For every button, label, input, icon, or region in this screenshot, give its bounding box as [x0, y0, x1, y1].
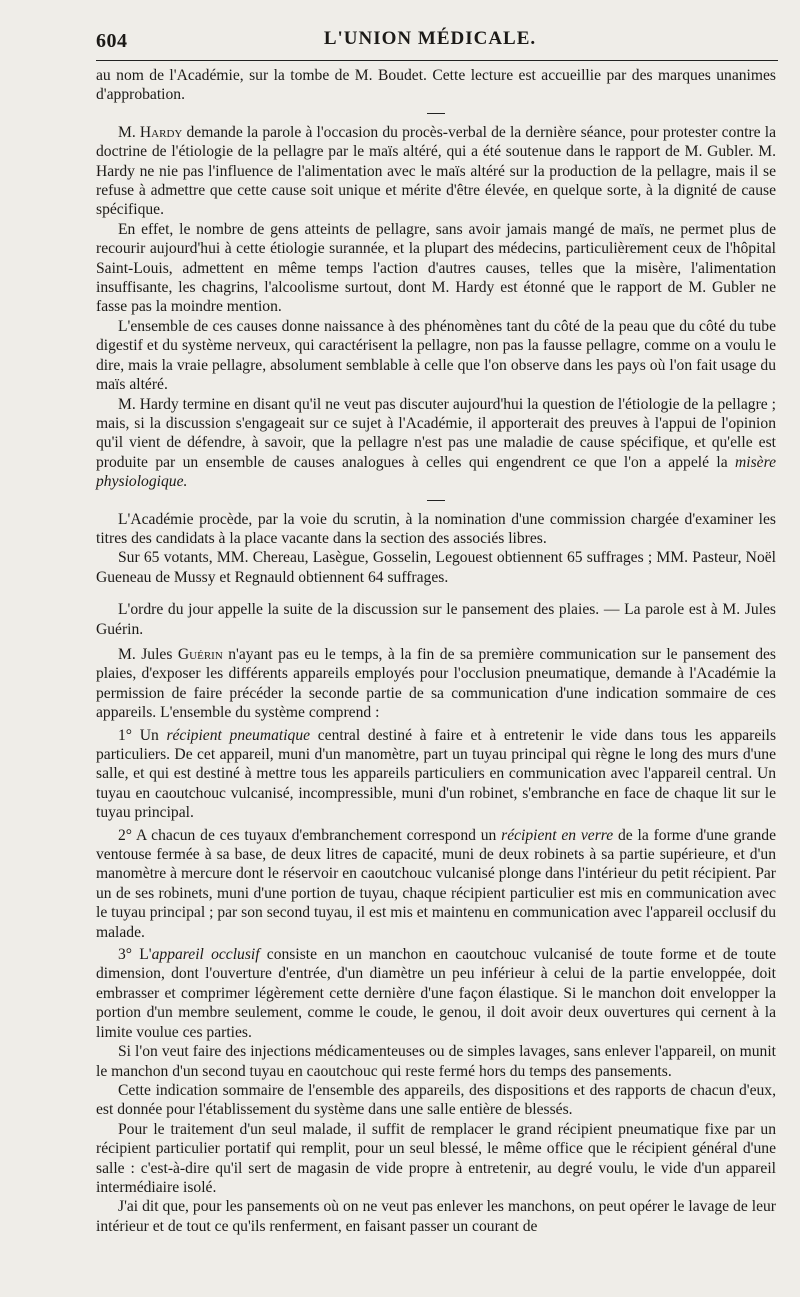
paragraph-item-1: 1° Un récipient pneumatique central destiné à faire et à entretenir le vide dans tous les appareils particuliers. De cet appareil, muni d'un manomètre, part un tuyau principal qui règne le long des murs d'une salle, et qui est destiné à mettre tous les appareils particuliers en communication avec l'appareil central. Un tuyau en caoutchouc vulcanisé, incompressible, muni d'un robinet, s'embranche en face de chaque lit sur le tuyau principal.: [96, 726, 777, 822]
paragraph-seul-malade: Pour le traitement d'un seul malade, il suffit de remplacer le grand récipient pneumatique fixe par un récipient particulier portatif qui remplit, pour un seul blessé, le même office que le récipient général d'une salle : c'est-à-dire qu'il sert de magasin de vide propre à entretenir, au degré voulu, le vide d'un appareil intermédiaire isolé.: [96, 1120, 776, 1196]
paragraph-lavage: J'ai dit que, pour les pansements où on ne veut pas enlever les manchons, on peut opérer le lavage de leur intérieur et de tout ce qu'ils renferment, en faisant passer un courant de: [96, 1198, 776, 1235]
paragraph-item-3: 3° L'appareil occlusif consiste en un manchon en caoutchouc vulcanisé de toute forme et de toute dimension, dont l'ouverture d'entrée, d'un diamètre un peu inférieur à celui de la partie enveloppée, doit embrasser et comprimer légèrement cette dernière d'une façon élastique. Si le manchon doit envelopper la portion d'un membre seulement, comme le coude, le genou, il doit avoir deux ouvertures qui cernent à la limite voulue ces parties.: [96, 946, 776, 1041]
italic-term: appareil occlusif: [151, 946, 260, 964]
paragraph-hardy-intro: [96, 123, 776, 220]
header-rule: [96, 60, 778, 61]
italic-term: récipient en verre: [501, 826, 614, 844]
paragraph-hardy-conclusion: [96, 395, 776, 492]
paragraph-indication: Cette indication sommaire de l'ensemble des appareils, des dispositions et des rapports de chacun d'eux, est donnée pour l'établissement du système dans une salle entière de blessés.: [96, 1081, 776, 1119]
paragraph-text: n'ayant pas eu le temps, à la fin de sa première communication sur le pansement des plaies, d'exposer les différents appareils employés pour l'occlusion pneumatique, demande à l'Académie la permission de faire précéder la seconde partie de sa communication d'une indication sommaire de ces appareils. L'ensemble du système comprend :: [96, 645, 777, 722]
italic-term: récipient pneumatique: [166, 726, 311, 744]
speaker-name: M. Jules Guérin: [118, 645, 223, 663]
paragraph-item-2: 2° A chacun de ces tuyaux d'embranchement correspond un récipient en verre de la forme d'une grande ventouse fermée à sa base, de deux litres de capacité, muni de deux robinets à sa partie supérieure, et d'un manomètre à mercure dont le réservoir en caoutchouc vulcanisé plonge dans l'intérieur du petit récipient. Par un de ses robinets, muni d'une portion de tuyau, chaque récipient particulier est mis en communication avec le tuyau principal ; par son second tuyau, il est mis et maintenu en communication avec l'appareil occlusif du malade.: [96, 826, 776, 941]
article-body: [96, 66, 776, 1236]
section-separator: [427, 113, 445, 114]
page-header: [0, 0, 800, 64]
paragraph-academie-lecture: au nom de l'Académie, sur la tombe de M. Boudet. Cette lecture est accueillie par des marques unanimes d'approbation.: [96, 67, 776, 104]
speaker-surname: Guérin: [177, 645, 223, 663]
paragraph-hardy-causes: En effet, le nombre de gens atteints de pellagre, sans avoir jamais mangé de maïs, ne permet plus de recourir aujourd'hui à cette étiologie surannée, et la plupart des médecins, particulièrement ceux de l'hôpital Saint-Louis, admettent en même temps l'action d'autres causes, telles que la misère, l'alimentation insuffisante, les chagrins, l'alcoolisme surtout, dont M. Hardy est étonné que le rapport de M. Gubler ne fasse pas la moindre mention.: [96, 220, 776, 316]
paragraph-scrutin: L'Académie procède, par la voie du scrutin, à la nomination d'une commission chargée d'examiner les titres des candidats à la place vacante dans la section des associés libres.: [96, 510, 776, 547]
paragraph-text: M. Hardy termine en disant qu'il ne veut pas discuter aujourd'hui la question de l'étiologie de la pellagre ; mais, si la discussion s'engageait sur ce sujet à l'Académie, il apporterait des preuves à l'appui de l'opinion qu'il vient de défendre, à savoir, que la pellagre n'est pas une maladie de cause spécifique, et qu'elle est produite par un ensemble de causes analogues à celles qui engendrent ce que l'on a appelé la: [96, 395, 776, 471]
paragraph-ordre-du-jour: L'ordre du jour appelle la suite de la discussion sur le pansement des plaies. — La parole est à M. Jules Guérin.: [96, 601, 776, 638]
paragraph-guerin-intro: [96, 645, 776, 723]
vertical-gap: [96, 587, 776, 600]
italic-term: misère physiologique.: [96, 453, 776, 491]
page-number: 604: [96, 30, 128, 52]
paragraph-votes: Sur 65 votants, MM. Chereau, Lasègue, Gosselin, Legouest obtiennent 65 suffrages ; MM. Pasteur, Noël Gueneau de Mussy et Regnauld obtiennent 64 suffrages.: [96, 549, 776, 586]
section-separator: [427, 500, 445, 501]
running-title: L'UNION MÉDICALE.: [323, 28, 537, 49]
speaker-name: M. Hardy: [118, 123, 183, 141]
paragraph-text: demande la parole à l'occasion du procès-verbal de la dernière séance, pour protester contre la doctrine de l'étiologie de la pellagre par le maïs altéré, qui a été soutenue dans le rapport de M. Gubler. M. Hardy ne nie pas l'influence de l'alimentation avec le maïs altéré sur la production de la pellagre, mais il se refuse à admettre que cette cause soit unique et mérite d'être élevée, en quelque sorte, à la dignité de cause spécifique.: [96, 123, 776, 219]
paragraph-injections: Si l'on veut faire des injections médicamenteuses ou de simples lavages, sans enlever l'appareil, on munit le manchon d'un second tuyau en caoutchouc qui reste fermé hors du temps des pansements.: [96, 1043, 776, 1080]
paragraph-hardy-phenomenes: L'ensemble de ces causes donne naissance à des phénomènes tant du côté de la peau que du côté du tube digestif et du système nerveux, qui caractérisent la pellagre, non pas la fausse pellagre, comme on a voulu le dire, mais la vraie pellagre, absolument semblable à celle que l'on observe dans les pays où l'on fait usage du maïs altéré.: [96, 317, 776, 394]
